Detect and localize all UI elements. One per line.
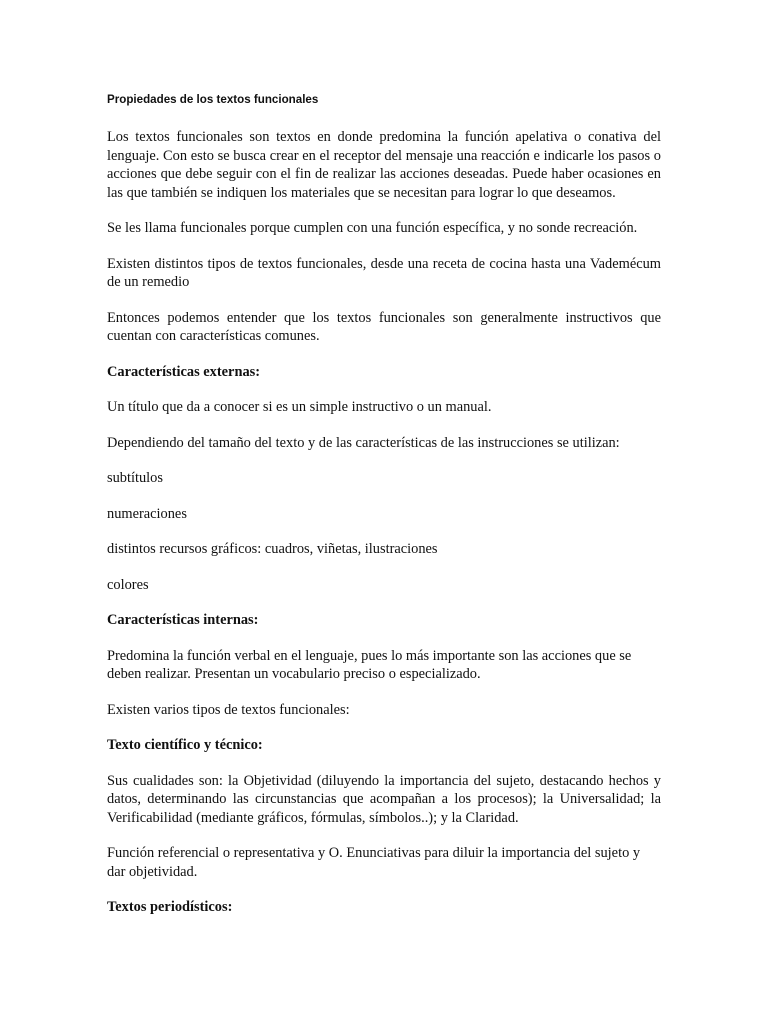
heading-caracteristicas-externas: Características externas: [107, 363, 261, 380]
paragraph-cualidades: Sus cualidades son: la Objetividad (diluyendo la importancia del sujeto, destacando hechos y datos, determinando las circunstancias que acompañan a los procesos); la Universalidad; la Verificabilidad (mediante gráficos, fórmulas, símbolos..); y la Claridad. [107, 772, 661, 826]
document-title: Propiedades de los textos funcionales [107, 93, 319, 106]
list-item-subtitulos: subtítulos [107, 470, 163, 486]
heading-textos-periodisticos: Textos periodísticos: [107, 899, 233, 915]
paragraph-funcionales: Se les llama funcionales porque cumplen con una función específica, y no sonde recreación. [107, 220, 638, 236]
paragraph-funcion-referencial: Función referencial o representativa y O. Enunciativas para diluir la importancia del sujeto y dar objetividad. [107, 845, 641, 880]
paragraph-intro: Los textos funcionales son textos en donde predomina la función apelativa o conativa del lenguaje. Con esto se busca crear en el receptor del mensaje una reacción e indicarle los pasos o acciones que debe seguir con el fin de realizar las acciones deseadas. Puede haber ocasiones en las que también se indiquen los materiales que se necesitan para lograr lo que deseamos. [107, 129, 661, 201]
paragraph-tipos: Existen distintos tipos de textos funcionales, desde una receta de cocina hasta una Vademécum de un remedio [107, 255, 661, 290]
heading-texto-cientifico: Texto científico y técnico: [107, 737, 263, 753]
paragraph-entonces: Entonces podemos entender que los textos funcionales son generalmente instructivos que cuentan con características comunes. [107, 309, 661, 344]
heading-caracteristicas-internas: Características internas: [107, 612, 259, 628]
list-item-recursos-graficos: distintos recursos gráficos: cuadros, viñetas, ilustraciones [107, 541, 438, 557]
list-item-numeraciones: numeraciones [107, 505, 187, 522]
paragraph-funcion-verbal: Predomina la función verbal en el lenguaje, pues lo más importante son las acciones que se deben realizar. Presentan un vocabulario preciso o especializado. [107, 647, 632, 682]
paragraph-titulo: Un título que da a conocer si es un simple instructivo o un manual. [107, 399, 492, 415]
paragraph-dependiendo: Dependiendo del tamaño del texto y de las características de las instrucciones se utilizan: [107, 434, 620, 451]
paragraph-varios-tipos: Existen varios tipos de textos funcionales: [107, 701, 350, 718]
list-item-colores: colores [107, 576, 149, 593]
document-body [107, 91, 661, 934]
